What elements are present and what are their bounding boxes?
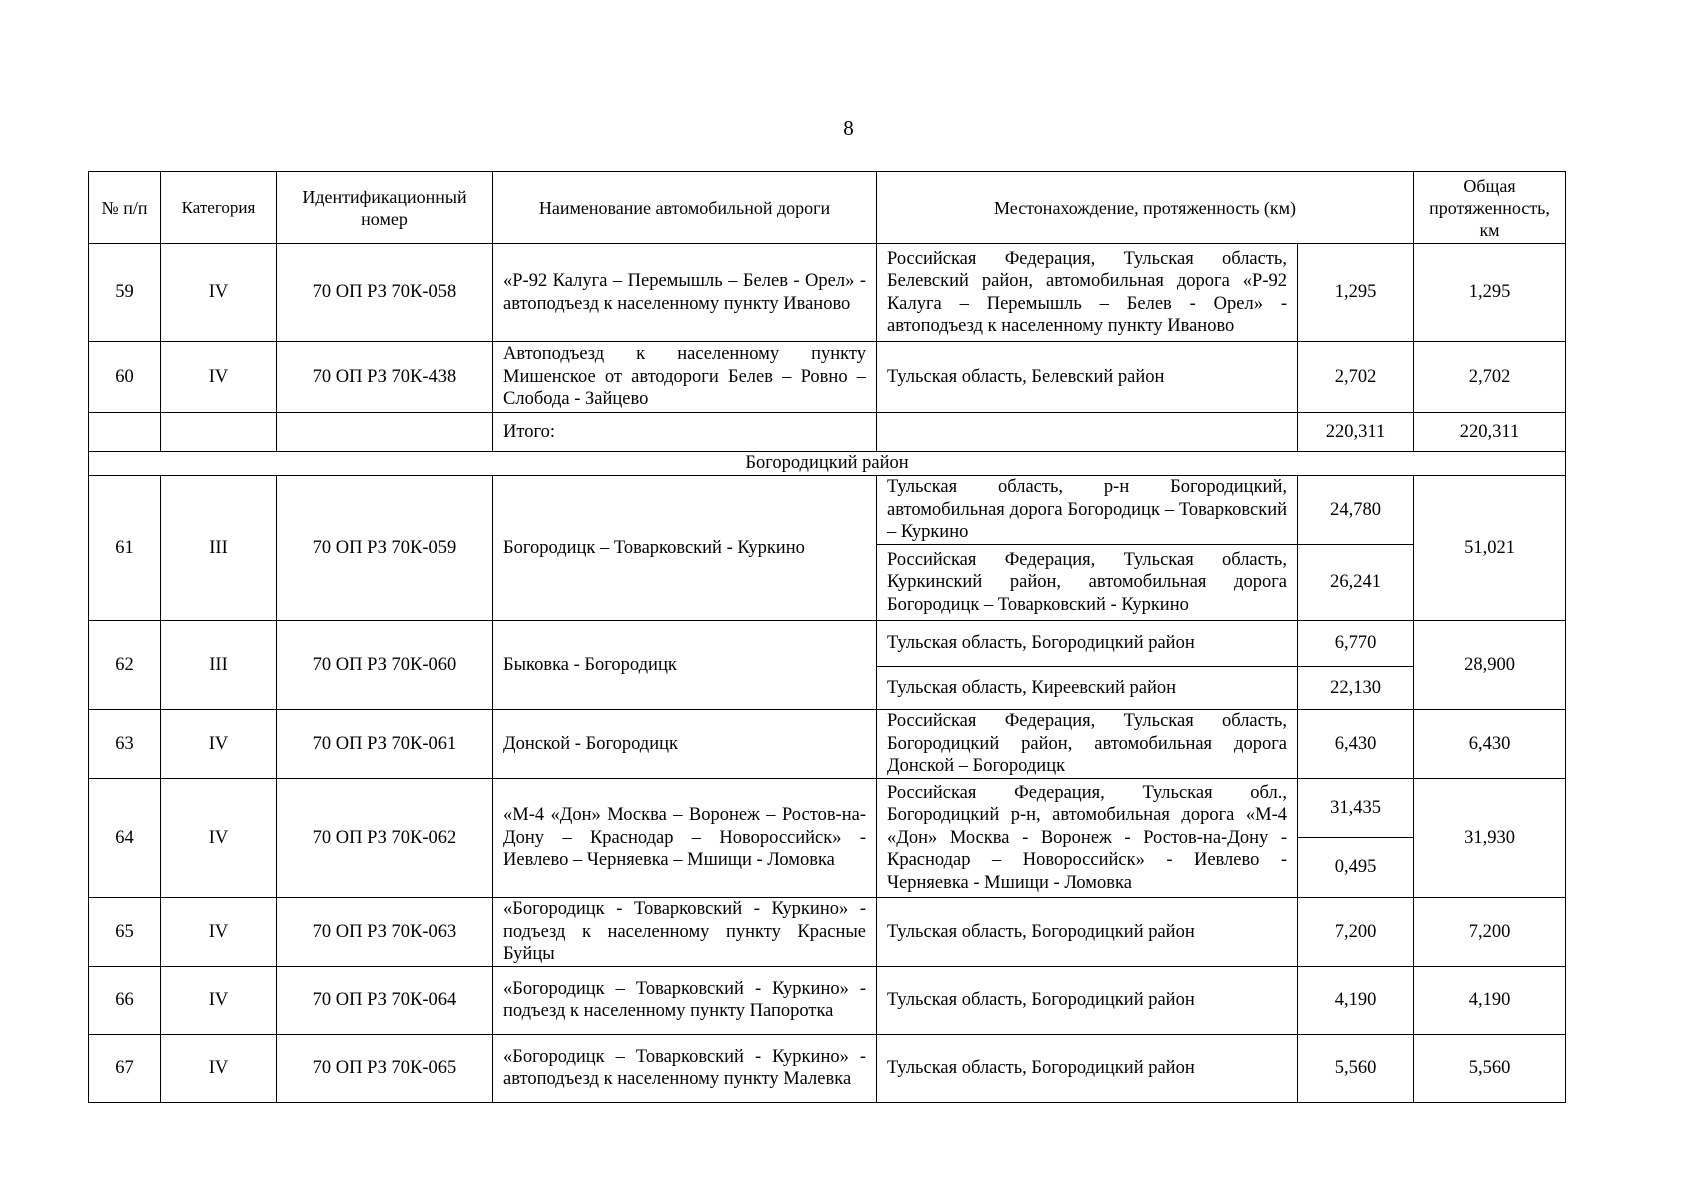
row-id: 70 ОП РЗ 70К-058: [277, 244, 493, 342]
row-total: 7,200: [1414, 898, 1566, 967]
row-category: IV: [161, 710, 277, 779]
roads-table: [88, 171, 1566, 1103]
row-num: 67: [89, 1034, 161, 1102]
empty-cell: [277, 413, 493, 452]
row-category: IV: [161, 244, 277, 342]
row-length: 1,295: [1298, 244, 1414, 342]
header-id-number: Идентификационный номер: [277, 172, 493, 244]
header-road-name: Наименование автомобильной дороги: [493, 172, 877, 244]
row-location: Тульская область, Богородицкий район: [877, 966, 1298, 1034]
row-length: 24,780: [1298, 476, 1414, 545]
row-length: 4,190: [1298, 966, 1414, 1034]
row-id: 70 ОП РЗ 70К-059: [277, 476, 493, 621]
row-length: 31,435: [1298, 779, 1414, 838]
row-category: IV: [161, 342, 277, 413]
empty-cell: [161, 413, 277, 452]
row-total: 28,900: [1414, 621, 1566, 710]
row-category: III: [161, 621, 277, 710]
row-location: Тульская область, Богородицкий район: [877, 621, 1298, 667]
row-length: 6,770: [1298, 621, 1414, 667]
row-location: Российская Федерация, Тульская область, Белевский район, автомобильная дорога «Р-92 Калуга – Перемышль – Белев - Орел» - автоподъезд к населенному пункту Иваново: [877, 244, 1298, 342]
subtotal-total: 220,311: [1414, 413, 1566, 452]
row-category: IV: [161, 1034, 277, 1102]
row-num: 59: [89, 244, 161, 342]
table-row: [89, 1034, 1566, 1102]
row-id: 70 ОП РЗ 70К-063: [277, 898, 493, 967]
table-row: [89, 621, 1566, 667]
row-location: Российская Федерация, Тульская область, Богородицкий район, автомобильная дорога Донской – Богородицк: [877, 710, 1298, 779]
header-num: № п/п: [89, 172, 161, 244]
row-category: IV: [161, 898, 277, 967]
row-id: 70 ОП РЗ 70К-065: [277, 1034, 493, 1102]
row-road-name: Донской - Богородицк: [493, 710, 877, 779]
row-road-name: «Богородицк – Товарковский - Куркино» - подъезд к населенному пункту Папоротка: [493, 966, 877, 1034]
row-road-name: «Богородицк – Товарковский - Куркино» - автоподъезд к населенному пункту Малевка: [493, 1034, 877, 1102]
header-location: Местонахождение, протяженность (км): [877, 172, 1414, 244]
row-num: 64: [89, 779, 161, 898]
row-road-name: «Р-92 Калуга – Перемышль – Белев - Орел» - автоподъезд к населенному пункту Иваново: [493, 244, 877, 342]
row-total: 6,430: [1414, 710, 1566, 779]
header-total-length: Общая протяженность, км: [1414, 172, 1566, 244]
row-location: Тульская область, р-н Богородицкий, автомобильная дорога Богородицк – Товарковский – Куркино: [877, 476, 1298, 545]
table-header-row: [89, 172, 1566, 244]
row-location: Тульская область, Киреевский район: [877, 667, 1298, 710]
row-length: 2,702: [1298, 342, 1414, 413]
empty-cell: [89, 413, 161, 452]
row-num: 65: [89, 898, 161, 967]
subtotal-row: [89, 413, 1566, 452]
table-row: [89, 342, 1566, 413]
row-num: 66: [89, 966, 161, 1034]
table-row: [89, 710, 1566, 779]
table-row: [89, 898, 1566, 967]
row-road-name: «М-4 «Дон» Москва – Воронеж – Ростов-на-Дону – Краснодар – Новороссийск» - Иевлево – Черняевка – Мшищи - Ломовка: [493, 779, 877, 898]
row-total: 5,560: [1414, 1034, 1566, 1102]
row-total: 1,295: [1414, 244, 1566, 342]
table-row: [89, 244, 1566, 342]
empty-cell: [877, 413, 1298, 452]
row-location: Российская Федерация, Тульская обл., Богородицкий р-н, автомобильная дорога «М-4 «Дон» Москва - Воронеж - Ростов-на-Дону - Краснодар – Новороссийск» - Иевлево - Черняевка - Мшищи - Ломовка: [877, 779, 1298, 898]
table-row: [89, 476, 1566, 545]
row-length: 7,200: [1298, 898, 1414, 967]
row-length: 26,241: [1298, 545, 1414, 621]
district-row: [89, 452, 1566, 476]
row-total: 4,190: [1414, 966, 1566, 1034]
row-num: 63: [89, 710, 161, 779]
row-location: Тульская область, Богородицкий район: [877, 1034, 1298, 1102]
subtotal-label: Итого:: [493, 413, 877, 452]
row-num: 61: [89, 476, 161, 621]
table-row: [89, 966, 1566, 1034]
row-length: 6,430: [1298, 710, 1414, 779]
row-road-name: Автоподъезд к населенному пункту Мишенское от автодороги Белев – Ровно – Слобода - Зайцево: [493, 342, 877, 413]
row-location: Российская Федерация, Тульская область, Куркинский район, автомобильная дорога Богородицк – Товарковский - Куркино: [877, 545, 1298, 621]
row-category: IV: [161, 779, 277, 898]
row-road-name: Богородицк – Товарковский - Куркино: [493, 476, 877, 621]
row-total: 51,021: [1414, 476, 1566, 621]
row-total: 31,930: [1414, 779, 1566, 898]
subtotal-length: 220,311: [1298, 413, 1414, 452]
header-category: Категория: [161, 172, 277, 244]
row-category: III: [161, 476, 277, 621]
row-location: Тульская область, Богородицкий район: [877, 898, 1298, 967]
row-id: 70 ОП РЗ 70К-438: [277, 342, 493, 413]
row-id: 70 ОП РЗ 70К-062: [277, 779, 493, 898]
row-id: 70 ОП РЗ 70К-060: [277, 621, 493, 710]
district-heading: Богородицкий район: [89, 452, 1566, 476]
row-category: IV: [161, 966, 277, 1034]
row-id: 70 ОП РЗ 70К-064: [277, 966, 493, 1034]
page-number: 8: [843, 116, 854, 140]
row-length: 0,495: [1298, 838, 1414, 898]
table-row: [89, 779, 1566, 838]
row-length: 22,130: [1298, 667, 1414, 710]
row-total: 2,702: [1414, 342, 1566, 413]
row-location: Тульская область, Белевский район: [877, 342, 1298, 413]
row-road-name: Быковка - Богородицк: [493, 621, 877, 710]
row-id: 70 ОП РЗ 70К-061: [277, 710, 493, 779]
row-length: 5,560: [1298, 1034, 1414, 1102]
row-road-name: «Богородицк - Товарковский - Куркино» - подъезд к населенному пункту Красные Буйцы: [493, 898, 877, 967]
row-num: 60: [89, 342, 161, 413]
row-num: 62: [89, 621, 161, 710]
